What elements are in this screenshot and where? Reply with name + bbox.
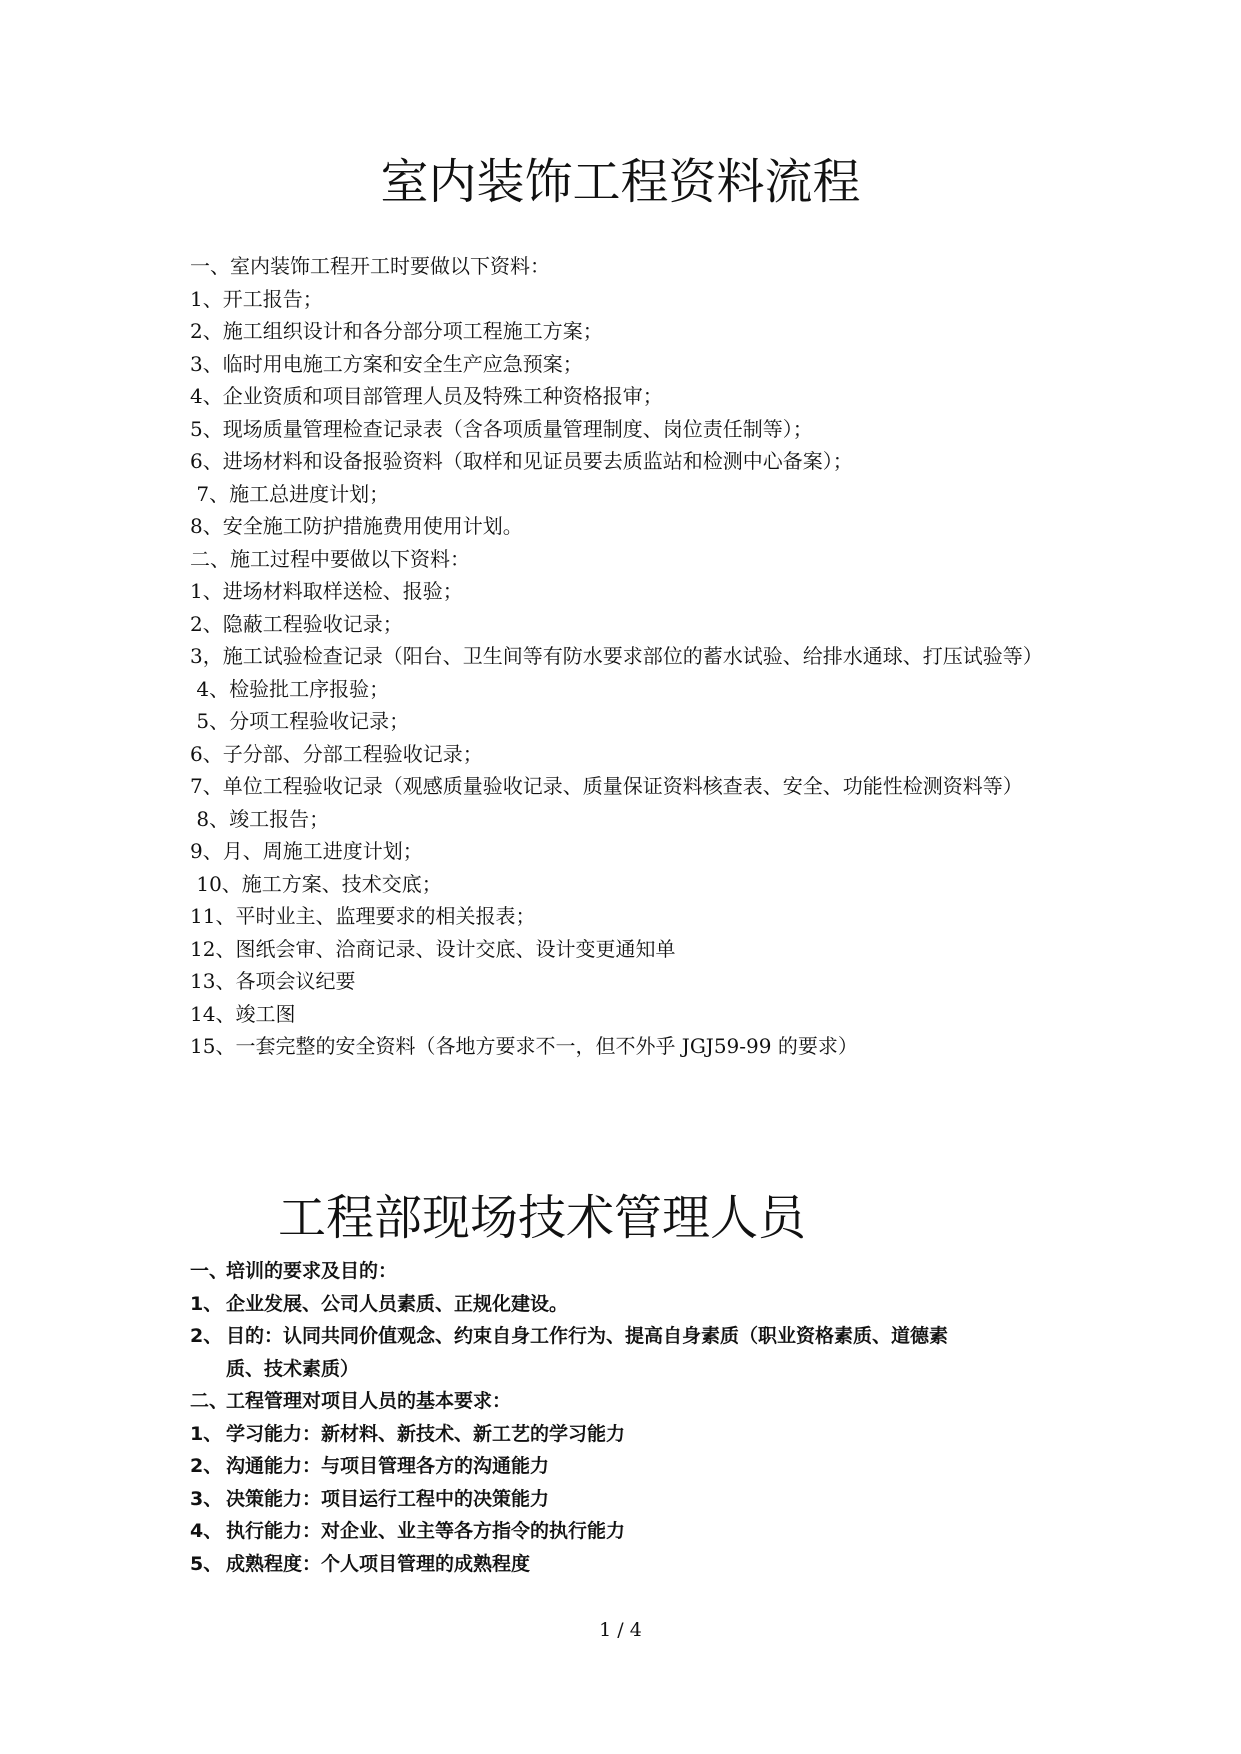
page-number: 1 / 4: [599, 1619, 642, 1641]
section1-line: 3，施工试验检查记录（阳台、卫生间等有防水要求部位的蓄水试验、给排水通球、打压试验等）: [190, 644, 1043, 668]
section1-body: [190, 250, 1070, 1063]
item-text: 学习能力：新材料、新技术、新工艺的学习能力: [226, 1422, 626, 1445]
item-text: 成熟程度：个人项目管理的成熟程度: [226, 1552, 531, 1575]
item-text: 企业发展、公司人员素质、正规化建设。: [226, 1292, 569, 1315]
item-number: 5、: [190, 1552, 223, 1575]
section1-title: 室内装饰工程资料流程: [380, 154, 861, 210]
item-text: 培训的要求及目的：: [226, 1260, 398, 1282]
section2-item: [190, 1385, 1070, 1418]
item-text: 执行能力：对企业、业主等各方指令的执行能力: [226, 1520, 626, 1542]
section1-line: 6、进场材料和设备报验资料（取样和见证员要去质监站和检测中心备案）；: [190, 449, 853, 473]
section1-line: 5、分项工程验收记录；: [190, 709, 410, 733]
item-text: 决策能力：项目运行工程中的决策能力: [226, 1487, 550, 1510]
section1-line: 3、临时用电施工方案和安全生产应急预案；: [190, 351, 583, 376]
section1-line: 11、平时业主、监理要求的相关报表；: [190, 904, 536, 928]
section1-line: 1、进场材料取样送检、报验；: [190, 579, 463, 603]
section2-item: [190, 1255, 1070, 1288]
item-text: 沟通能力：与项目管理各方的沟通能力: [226, 1455, 550, 1477]
section2-item: [190, 1418, 1070, 1451]
item-number: 3、: [190, 1487, 223, 1510]
section2-item: [190, 1515, 1070, 1548]
item-text: 工程管理对项目人员的基本要求：: [226, 1390, 512, 1412]
item-number: 一、: [190, 1260, 229, 1282]
section1-line: 8、竣工报告；: [190, 806, 330, 831]
section2-item: [190, 1483, 1070, 1516]
section1-line: 6、子分部、分部工程验收记录；: [190, 741, 483, 766]
section2-item: [190, 1288, 1070, 1321]
section1-line: 2、施工组织设计和各分部分项工程施工方案；: [190, 319, 603, 343]
section2-item: [190, 1320, 1070, 1353]
section1-line: 1、开工报告；: [190, 286, 323, 311]
section1-line: 8、安全施工防护措施费用使用计划。: [190, 514, 523, 538]
section1-line: 2、隐蔽工程验收记录；: [190, 611, 403, 636]
item-number: 1、: [190, 1292, 223, 1315]
section1-line: 7、单位工程验收记录（观感质量验收记录、质量保证资料核查表、安全、功能性检测资料等）: [190, 774, 1023, 798]
section1-line: 4、检验批工序报验；: [190, 676, 390, 701]
section2-item: [190, 1548, 1070, 1581]
section1-line: 15、一套完整的安全资料（各地方要求不一，但不外乎 JGJ59-99 的要求）: [190, 1034, 858, 1058]
section2-title: 工程部现场技术管理人员: [278, 1190, 807, 1246]
item-number: 二、: [190, 1390, 229, 1412]
section1-line: 7、施工总进度计划；: [190, 481, 390, 506]
item-number: 4、: [190, 1520, 223, 1542]
section1-line: 5、现场质量管理检查记录表（含各项质量管理制度、岗位责任制等）；: [190, 416, 813, 441]
section1-line: 12、图纸会审、洽商记录、设计交底、设计变更通知单: [190, 936, 676, 961]
section2-item-continuation: 质、技术素质）: [226, 1357, 360, 1380]
section1-line: 9、月、周施工进度计划；: [190, 839, 423, 863]
section2-body: [190, 1255, 1070, 1580]
item-number: 1、: [190, 1422, 223, 1445]
item-number: 2、: [190, 1325, 223, 1347]
section1-line: 14、竣工图: [190, 1001, 296, 1026]
section1-line: 10、施工方案、技术交底；: [190, 871, 442, 896]
section1-line: 二、施工过程中要做以下资料：: [190, 546, 470, 571]
section1-line: 一、室内装饰工程开工时要做以下资料：: [190, 254, 550, 278]
section2-item: [190, 1450, 1070, 1483]
item-text: 目的：认同共同价值观念、约束自身工作行为、提高自身素质（职业资格素质、道德素: [226, 1325, 949, 1347]
item-number: 2、: [190, 1455, 223, 1477]
section1-line: 4、企业资质和项目部管理人员及特殊工种资格报审；: [190, 384, 663, 408]
section1-line: 13、各项会议纪要: [190, 969, 356, 993]
